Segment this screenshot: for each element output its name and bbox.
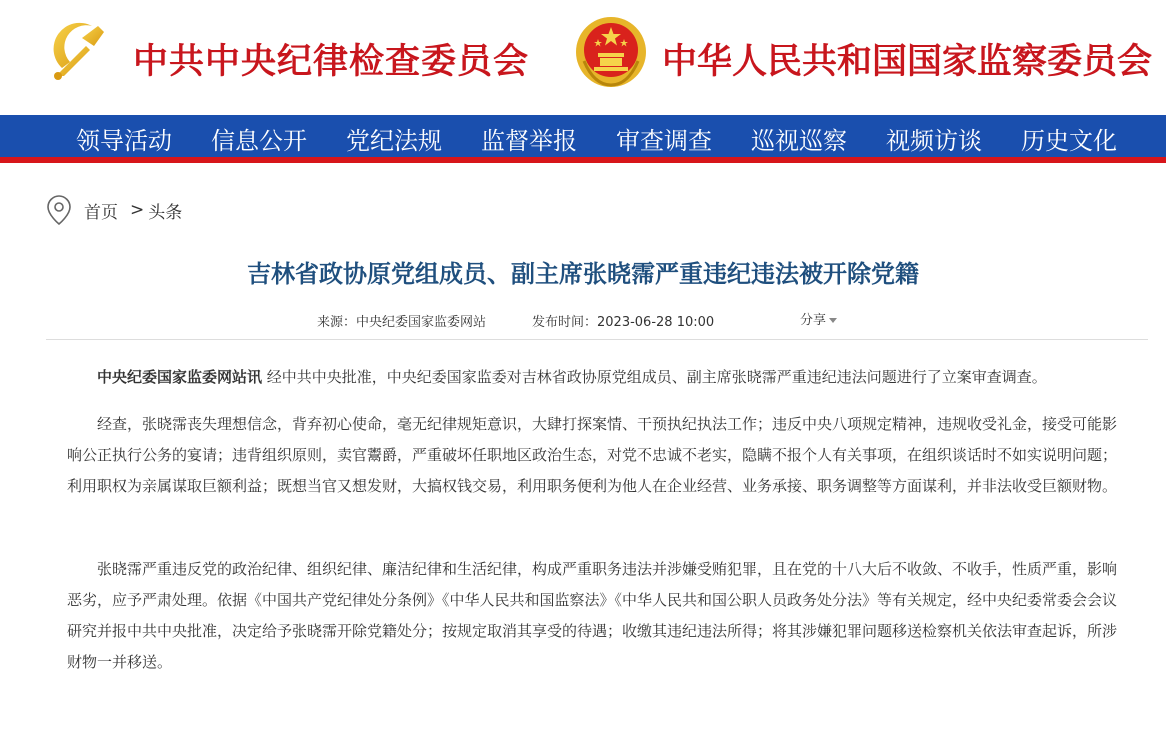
breadcrumb-separator: > (130, 200, 145, 220)
main-nav (0, 115, 1166, 163)
national-emblem-icon[interactable] (574, 15, 648, 89)
breadcrumb (46, 194, 182, 226)
cmdi-title[interactable]: 中共中央纪律检查委员会 (133, 41, 530, 82)
time-value: 2023-06-28 10:00 (597, 315, 715, 330)
breadcrumb-current[interactable]: 头条 (148, 202, 183, 223)
divider (46, 339, 1148, 340)
location-pin-icon (46, 194, 72, 226)
article-paragraph-3: 张晓霈严重违反党的政治纪律、组织纪律、廉洁纪律和生活纪律，构成严重职务违法并涉嫌受贿犯罪，且在党的十八大后不收敛、不收手，性质严重，影响恶劣，应予严肃处理。依据《中国共产党纪律处分条例》《中华人民共和国监察法》《中华人民共和国公职人员政务处分法》等有关规定，经中央纪委常委会会议研究并报中共中央批准，决定给予张晓霈开除党籍处分；按规定取消其享受的待遇；收缴其违纪违法所得；将其涉嫌犯罪问题移送检察机关依法审查起诉，所涉财物一并移送。 (67, 560, 1118, 671)
nav-item-history[interactable]: 历史文化 (1021, 127, 1117, 155)
nsc-title[interactable]: 中华人民共和国国家监察委员会 (662, 41, 1153, 82)
article-title: 吉林省政协原党组成员、副主席张晓霈严重违纪违法被开除党籍 (247, 260, 919, 288)
share-label: 分享 (800, 313, 827, 328)
nav-item-regulations[interactable]: 党纪法规 (346, 127, 442, 155)
time-label: 发布时间： (532, 315, 598, 330)
article-paragraph-1 (67, 362, 1125, 393)
share-button[interactable] (800, 309, 837, 328)
nav-item-report[interactable]: 监督举报 (481, 127, 577, 155)
breadcrumb-home[interactable]: 首页 (84, 202, 118, 223)
nav-item-investigation[interactable]: 审查调查 (616, 127, 712, 155)
nav-item-info[interactable]: 信息公开 (211, 127, 307, 155)
nav-item-video[interactable]: 视频访谈 (886, 127, 982, 155)
article-lead: 中央纪委国家监委网站讯 (97, 368, 263, 386)
site-header (0, 0, 1166, 115)
nav-item-leadership[interactable]: 领导活动 (76, 127, 172, 155)
nav-item-inspection[interactable]: 巡视巡察 (751, 127, 847, 155)
article-time (532, 311, 714, 330)
source-value: 中央纪委国家监委网站 (356, 315, 487, 330)
article-paragraph-2: 经查，张晓霈丧失理想信念，背弃初心使命，毫无纪律规矩意识，大肆打探案情、干预执纪执法工作；违反中央八项规定精神，违规收受礼金，接受可能影响公正执行公务的宴请；违背组织原则，卖官鬻爵，严重破坏任职地区政治生态，对党不忠诚不老实，隐瞒不报个人有关事项，在组织谈话时不如实说明问题；利用职权为亲属谋取巨额利益；既想当官又想发财，大搞权钱交易，利用职务便利为他人在企业经营、业务承接、职务调整等方面谋利，并非法收受巨额财物。 (67, 415, 1118, 495)
article-p1-text: 经中共中央批准，中央纪委国家监委对吉林省政协原党组成员、副主席张晓霈严重违纪违法问题进行了立案审查调查。 (262, 368, 1047, 386)
source-label: 来源： (317, 315, 357, 330)
party-emblem-icon[interactable] (48, 16, 116, 84)
caret-down-icon (829, 318, 837, 323)
article-source (317, 311, 486, 330)
